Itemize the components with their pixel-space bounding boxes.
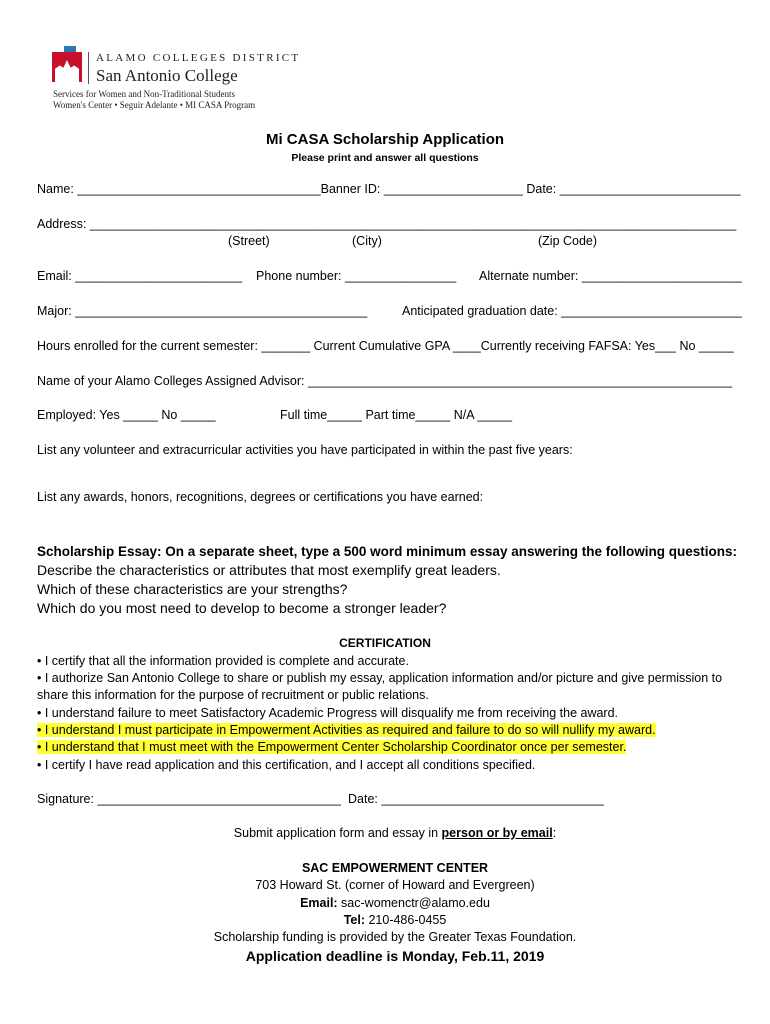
submit-prefix: Submit application form and essay in (233, 826, 442, 840)
phone-field[interactable]: Phone number: ________________ (256, 269, 457, 283)
email-field[interactable]: Email: ________________________ (37, 269, 243, 283)
district-name: ALAMO COLLEGES DISTRICT (96, 52, 301, 64)
funding-note: Scholarship funding is provided by the Greater Texas Foundation. (213, 930, 577, 944)
tel-value: 210-486-0455 (364, 913, 447, 927)
essay-heading: Scholarship Essay: On a separate sheet, type a 500 word minimum essay answering the following questions: (37, 544, 737, 559)
essay-question-3: Which do you most need to develop to become a stronger leader? (37, 600, 447, 616)
college-name: San Antonio College (96, 66, 238, 85)
essay-question-2: Which of these characteristics are your strengths? (37, 581, 348, 597)
major-field[interactable]: Major: __________________________________________ (37, 304, 368, 318)
center-phone (0, 913, 770, 927)
signature-date-field[interactable]: Date: ________________________________ (348, 792, 604, 806)
college-logo-icon (52, 52, 82, 82)
volunteer-activities-prompt: List any volunteer and extracurricular activities you have participated in within the past five years: (37, 443, 573, 457)
essay-question-1: Describe the characteristics or attributes that most exemplify great leaders. (37, 562, 501, 578)
certification-item: share this information for the purpose of recruitment or public relations. (37, 688, 429, 702)
email-label: Email: (300, 896, 338, 910)
certification-item: • I understand failure to meet Satisfactory Academic Progress will disqualify me from receiving the award. (37, 706, 619, 720)
address-street-label: (Street) (228, 234, 270, 248)
signature-field[interactable]: Signature: ___________________________________ (37, 792, 341, 806)
certification-item: • I certify that all the information provided is complete and accurate. (37, 654, 409, 668)
center-name: SAC EMPOWERMENT CENTER (301, 861, 489, 875)
submit-suffix: : (552, 826, 557, 840)
employed-field[interactable]: Employed: Yes _____ No _____ (37, 408, 216, 422)
certification-item: • I certify I have read application and this certification, and I accept all conditions specified. (37, 758, 536, 772)
center-address: 703 Howard St. (corner of Howard and Evergreen) (255, 878, 535, 892)
logo-divider (88, 52, 89, 84)
certification-item: • I authorize San Antonio College to share or publish my essay, application information and/or picture and give permission to (37, 671, 723, 685)
address-line[interactable]: Address: _____________________________________________________________________________________________ (37, 217, 737, 231)
application-deadline: Application deadline is Monday, Feb.11, 2019 (245, 948, 545, 964)
submit-instructions (0, 826, 770, 840)
address-zip-label: (Zip Code) (538, 234, 598, 248)
name-banner-date-line[interactable]: Name: ___________________________________Banner ID: ____________________ Date: __________________________ (37, 182, 741, 196)
certification-item-highlighted: • I understand that I must meet with the Empowerment Center Scholarship Coordinator once per semester. (37, 740, 627, 754)
center-email (0, 896, 770, 910)
page-title: Mi CASA Scholarship Application (265, 131, 505, 148)
page-subtitle: Please print and answer all questions (291, 152, 479, 164)
graduation-date-field[interactable]: Anticipated graduation date: __________________________ (402, 304, 742, 318)
certification-item-highlighted: • I understand I must participate in Empowerment Activities as required and failure to do so will nullify my award. (37, 723, 656, 737)
certification-heading: CERTIFICATION (339, 636, 431, 650)
employment-type-field[interactable]: Full time_____ Part time_____ N/A _____ (280, 408, 513, 422)
email-value[interactable]: sac-womenctr@alamo.edu (337, 896, 490, 910)
advisor-field[interactable]: Name of your Alamo Colleges Assigned Advisor: _____________________________________________________________ (37, 374, 733, 388)
address-city-label: (City) (352, 234, 382, 248)
tel-label: Tel: (343, 913, 365, 927)
hours-gpa-fafsa-line[interactable]: Hours enrolled for the current semester: _______ Current Cumulative GPA ____Currently receiving FAFSA: Yes___ No _____ (37, 339, 734, 353)
services-line-2: Women's Center • Seguir Adelante • MI CASA Program (53, 100, 256, 110)
submit-emphasis: person or by email (441, 826, 553, 840)
awards-prompt: List any awards, honors, recognitions, degrees or certifications you have earned: (37, 490, 484, 504)
services-line-1: Services for Women and Non-Traditional Students (53, 89, 236, 99)
alternate-number-field[interactable]: Alternate number: _______________________ (479, 269, 742, 283)
